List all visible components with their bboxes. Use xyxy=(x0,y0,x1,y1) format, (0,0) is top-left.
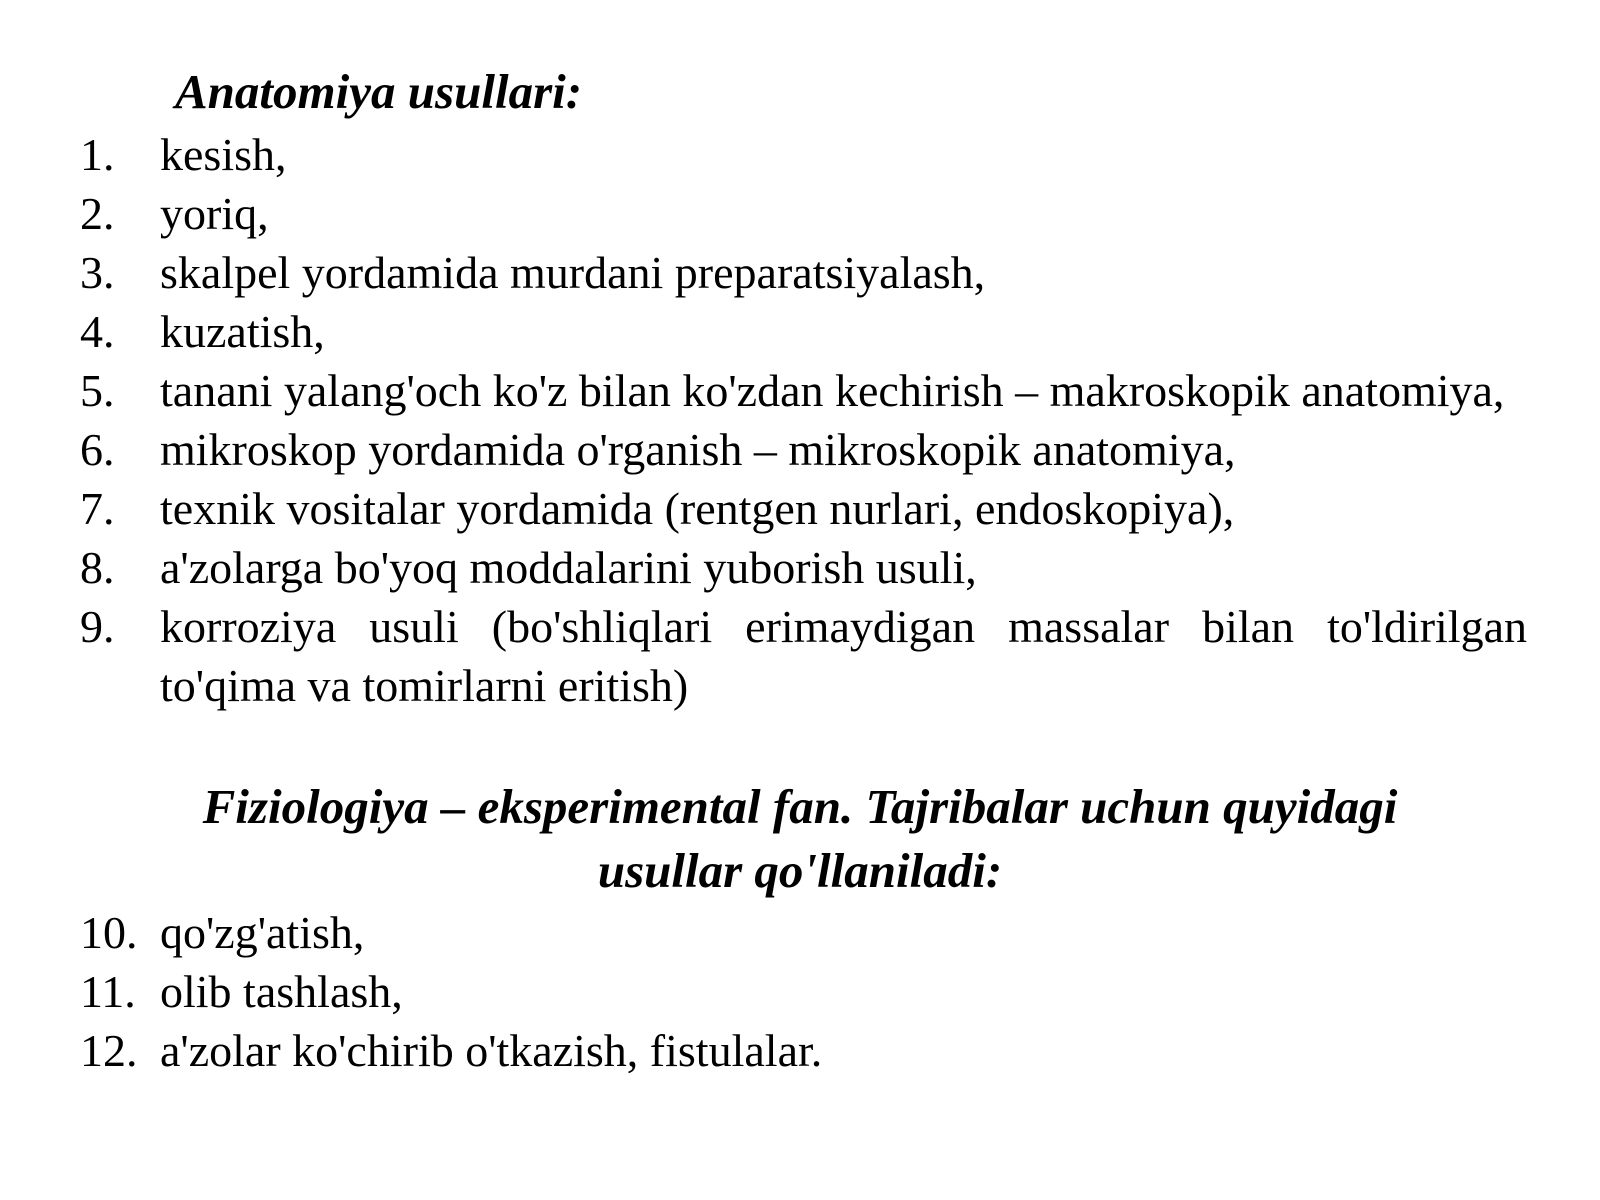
list-item xyxy=(0,243,1600,302)
list-item-text: texnik vositalar yordamida (rentgen nurlari, endoskopiya), xyxy=(160,483,1235,534)
list-item-number: 4. xyxy=(80,306,115,357)
list-item-number: 2. xyxy=(80,188,115,239)
list-item-number: 1. xyxy=(80,129,115,180)
list-item xyxy=(0,903,1600,962)
list-item-text: kesish, xyxy=(160,129,287,180)
list-item xyxy=(0,1021,1600,1080)
list-item-text: korroziya usuli (bo'shliqlari erimaydigan massalar bilan to'ldirilgan to'qima va tomirlarni eritish) xyxy=(160,601,1527,711)
list-item xyxy=(0,962,1600,1021)
list-item-number: 6. xyxy=(80,424,115,475)
list-item-text: a'zolar ko'chirib o'tkazish, fistulalar. xyxy=(160,1025,823,1076)
list-item xyxy=(0,420,1600,479)
list-item-text: mikroskop yordamida o'rganish – mikroskopik anatomiya, xyxy=(160,424,1236,475)
physiology-methods-list xyxy=(0,903,1600,1080)
list-item-number: 7. xyxy=(80,483,115,534)
list-item-text: qo'zg'atish, xyxy=(160,907,365,958)
anatomy-methods-heading: Anatomiya usullari: xyxy=(175,64,583,119)
list-item-number: 10. xyxy=(80,907,138,958)
list-item-number: 9. xyxy=(80,601,115,652)
heading-line: usullar qo'llaniladi: xyxy=(597,843,1003,898)
anatomy-methods-list xyxy=(0,125,1600,715)
list-item-number: 3. xyxy=(80,247,115,298)
list-item-text: olib tashlash, xyxy=(160,966,403,1017)
list-item-text: a'zolarga bo'yoq moddalarini yuborish usuli, xyxy=(160,542,977,593)
heading-line: Fiziologiya – eksperimental fan. Tajribalar uchun quyidagi xyxy=(202,779,1398,834)
list-item xyxy=(0,538,1600,597)
list-item xyxy=(0,597,1600,715)
list-item xyxy=(0,184,1600,243)
list-item xyxy=(0,361,1600,420)
list-item xyxy=(0,125,1600,184)
list-item-text: skalpel yordamida murdani preparatsiyalash, xyxy=(160,247,986,298)
list-item-number: 8. xyxy=(80,542,115,593)
list-item xyxy=(0,302,1600,361)
list-item-number: 5. xyxy=(80,365,115,416)
list-item-text: yoriq, xyxy=(160,188,269,239)
list-item-number: 11. xyxy=(80,966,136,1017)
list-item-text: kuzatish, xyxy=(160,306,325,357)
list-item xyxy=(0,479,1600,538)
list-item-text: tanani yalang'och ko'z bilan ko'zdan kechirish – makroskopik anatomiya, xyxy=(160,365,1505,416)
physiology-methods-heading xyxy=(0,775,1600,903)
list-item-number: 12. xyxy=(80,1025,138,1076)
